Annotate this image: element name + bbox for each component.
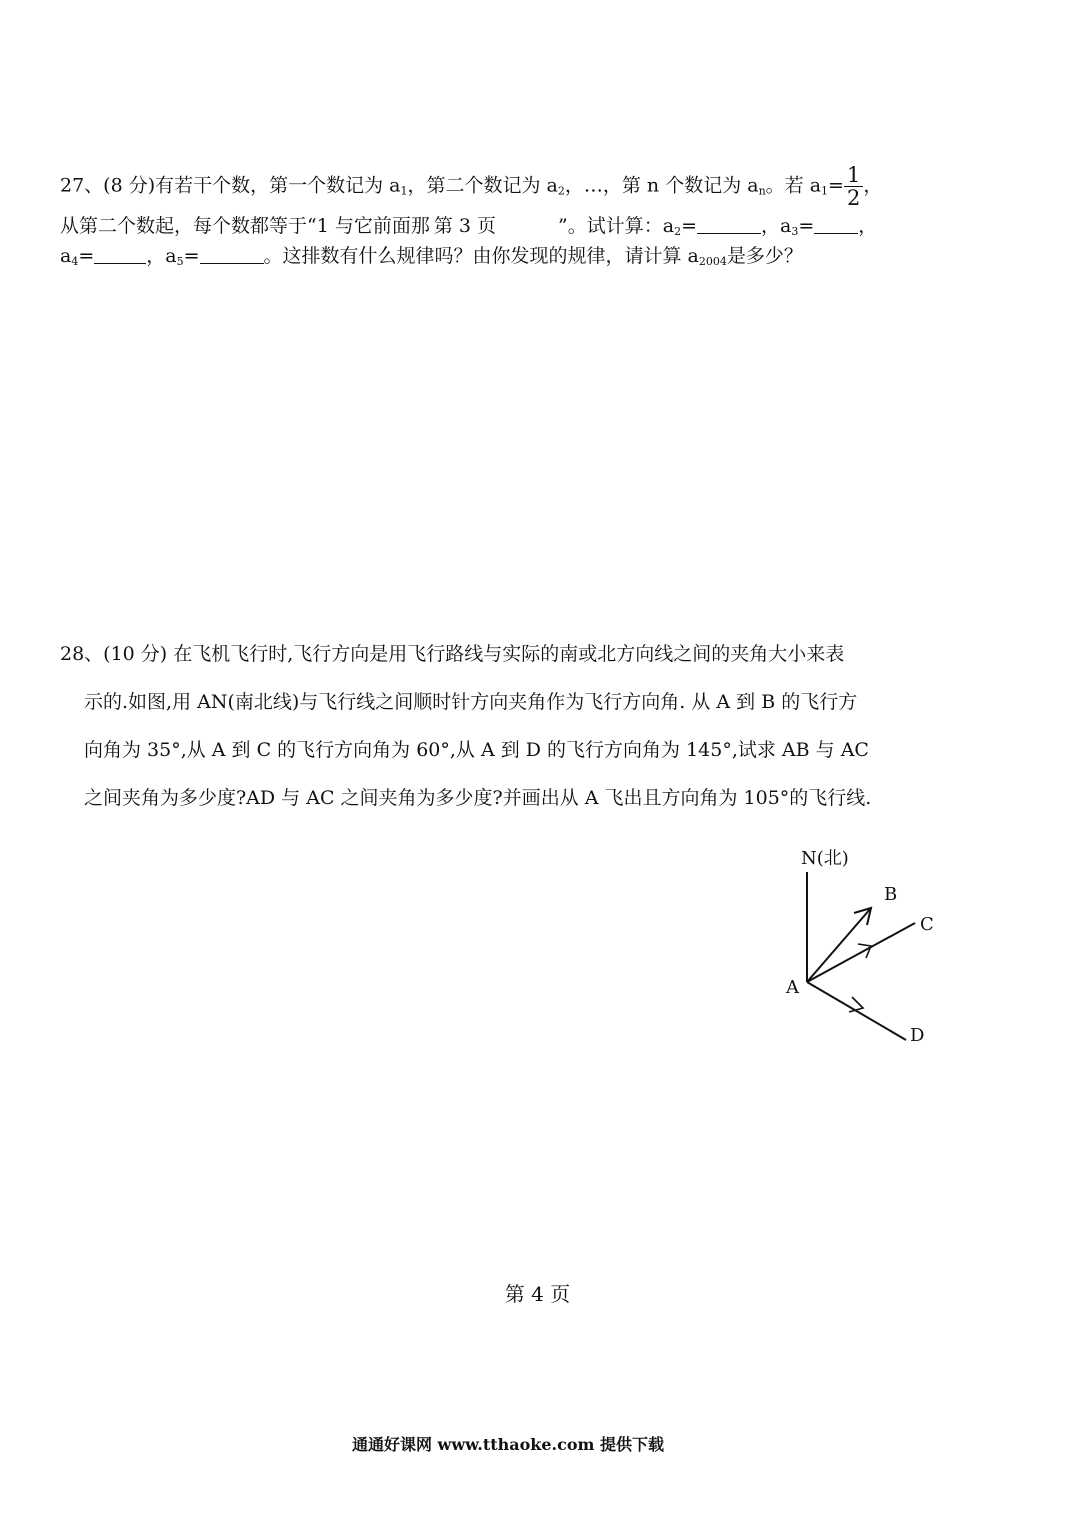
subscript: 2 bbox=[557, 184, 565, 198]
answer-blank-a3 bbox=[814, 215, 858, 234]
q27-text: 有若干个数，第一个数记为 a bbox=[155, 174, 401, 197]
q28-line-4: 之间夹角为多少度?AD 与 AC 之间夹角为多少度?并画出从 A 飞出且方向角为 105°的飞行线. bbox=[84, 787, 872, 809]
q28-line-1: 28、(10 分) 在飞机飞行时,飞行方向是用飞行路线与实际的南或北方向线之间的夹角大小来表 bbox=[60, 643, 845, 665]
subscript: 5 bbox=[176, 255, 184, 268]
flight-direction-diagram bbox=[770, 840, 970, 1060]
subscript: 3 bbox=[791, 225, 799, 238]
q27-line-1 bbox=[60, 164, 882, 209]
fraction-numerator: 1 bbox=[844, 164, 863, 187]
q28-line-3: 向角为 35°,从 A 到 C 的飞行方向角为 60°,从 A 到 D 的飞行方向角为 145°,试求 AB 与 AC bbox=[84, 739, 869, 761]
q27-text: 从第二个数起，每个数都等于“1 与它前面那 bbox=[60, 215, 430, 237]
subscript: 2004 bbox=[698, 255, 727, 268]
answer-blank-a5 bbox=[200, 245, 264, 264]
arrow-d-icon bbox=[849, 997, 863, 1012]
q27-number: 27、(8 分) bbox=[60, 174, 156, 197]
subscript: 4 bbox=[71, 255, 79, 268]
subscript: 1 bbox=[821, 184, 829, 198]
ray-ac bbox=[807, 923, 915, 982]
fraction-one-half bbox=[844, 164, 863, 209]
fraction-denominator: 2 bbox=[846, 186, 861, 210]
label-n: N(北) bbox=[801, 848, 849, 869]
label-a: A bbox=[786, 977, 799, 998]
footer-watermark: 通通好课网 www.tthaoke.com 提供下载 bbox=[351, 1435, 665, 1454]
q27-text: ，第二个数记为 a bbox=[407, 174, 558, 197]
ray-ad bbox=[807, 982, 906, 1040]
page-number: 第 4 页 bbox=[504, 1282, 571, 1306]
q27-line-2 bbox=[60, 212, 877, 246]
q27-text: ，a bbox=[760, 215, 792, 237]
overlapping-page-label: 第 3 页 bbox=[430, 215, 500, 237]
q27-text: = bbox=[681, 215, 697, 237]
q27-text: 。若 a bbox=[765, 174, 822, 197]
label-b: B bbox=[884, 884, 898, 905]
q27-text: ，a bbox=[146, 245, 177, 267]
subscript: 1 bbox=[400, 184, 408, 198]
q27-text: 。这排数有什么规律吗？由你发现的规律，请计算 a bbox=[263, 245, 699, 267]
subscript: 2 bbox=[674, 225, 682, 238]
q27-text: ， bbox=[863, 174, 883, 197]
answer-blank-a2 bbox=[697, 215, 761, 234]
subscript: n bbox=[758, 184, 766, 198]
q27-text: = bbox=[798, 215, 815, 237]
q27-text: 是多少？ bbox=[726, 245, 803, 267]
q27-text: ， bbox=[858, 215, 878, 237]
answer-blank-a4 bbox=[94, 245, 146, 264]
q27-text: ”。试计算：a bbox=[558, 215, 675, 237]
label-d: D bbox=[910, 1025, 925, 1046]
q27-text: ，…，第 n 个数记为 a bbox=[564, 174, 759, 197]
q27-text: a bbox=[60, 245, 72, 267]
q28-line-2: 示的.如图,用 AN(南北线)与飞行线之间顺时针方向夹角作为飞行方向角. 从 A 到 B 的飞行方 bbox=[84, 691, 858, 713]
label-c: C bbox=[920, 914, 934, 935]
q27-text: = bbox=[78, 245, 95, 267]
q27-text: = bbox=[183, 245, 200, 267]
q27-line-3 bbox=[60, 242, 803, 276]
q27-text: = bbox=[828, 174, 844, 197]
